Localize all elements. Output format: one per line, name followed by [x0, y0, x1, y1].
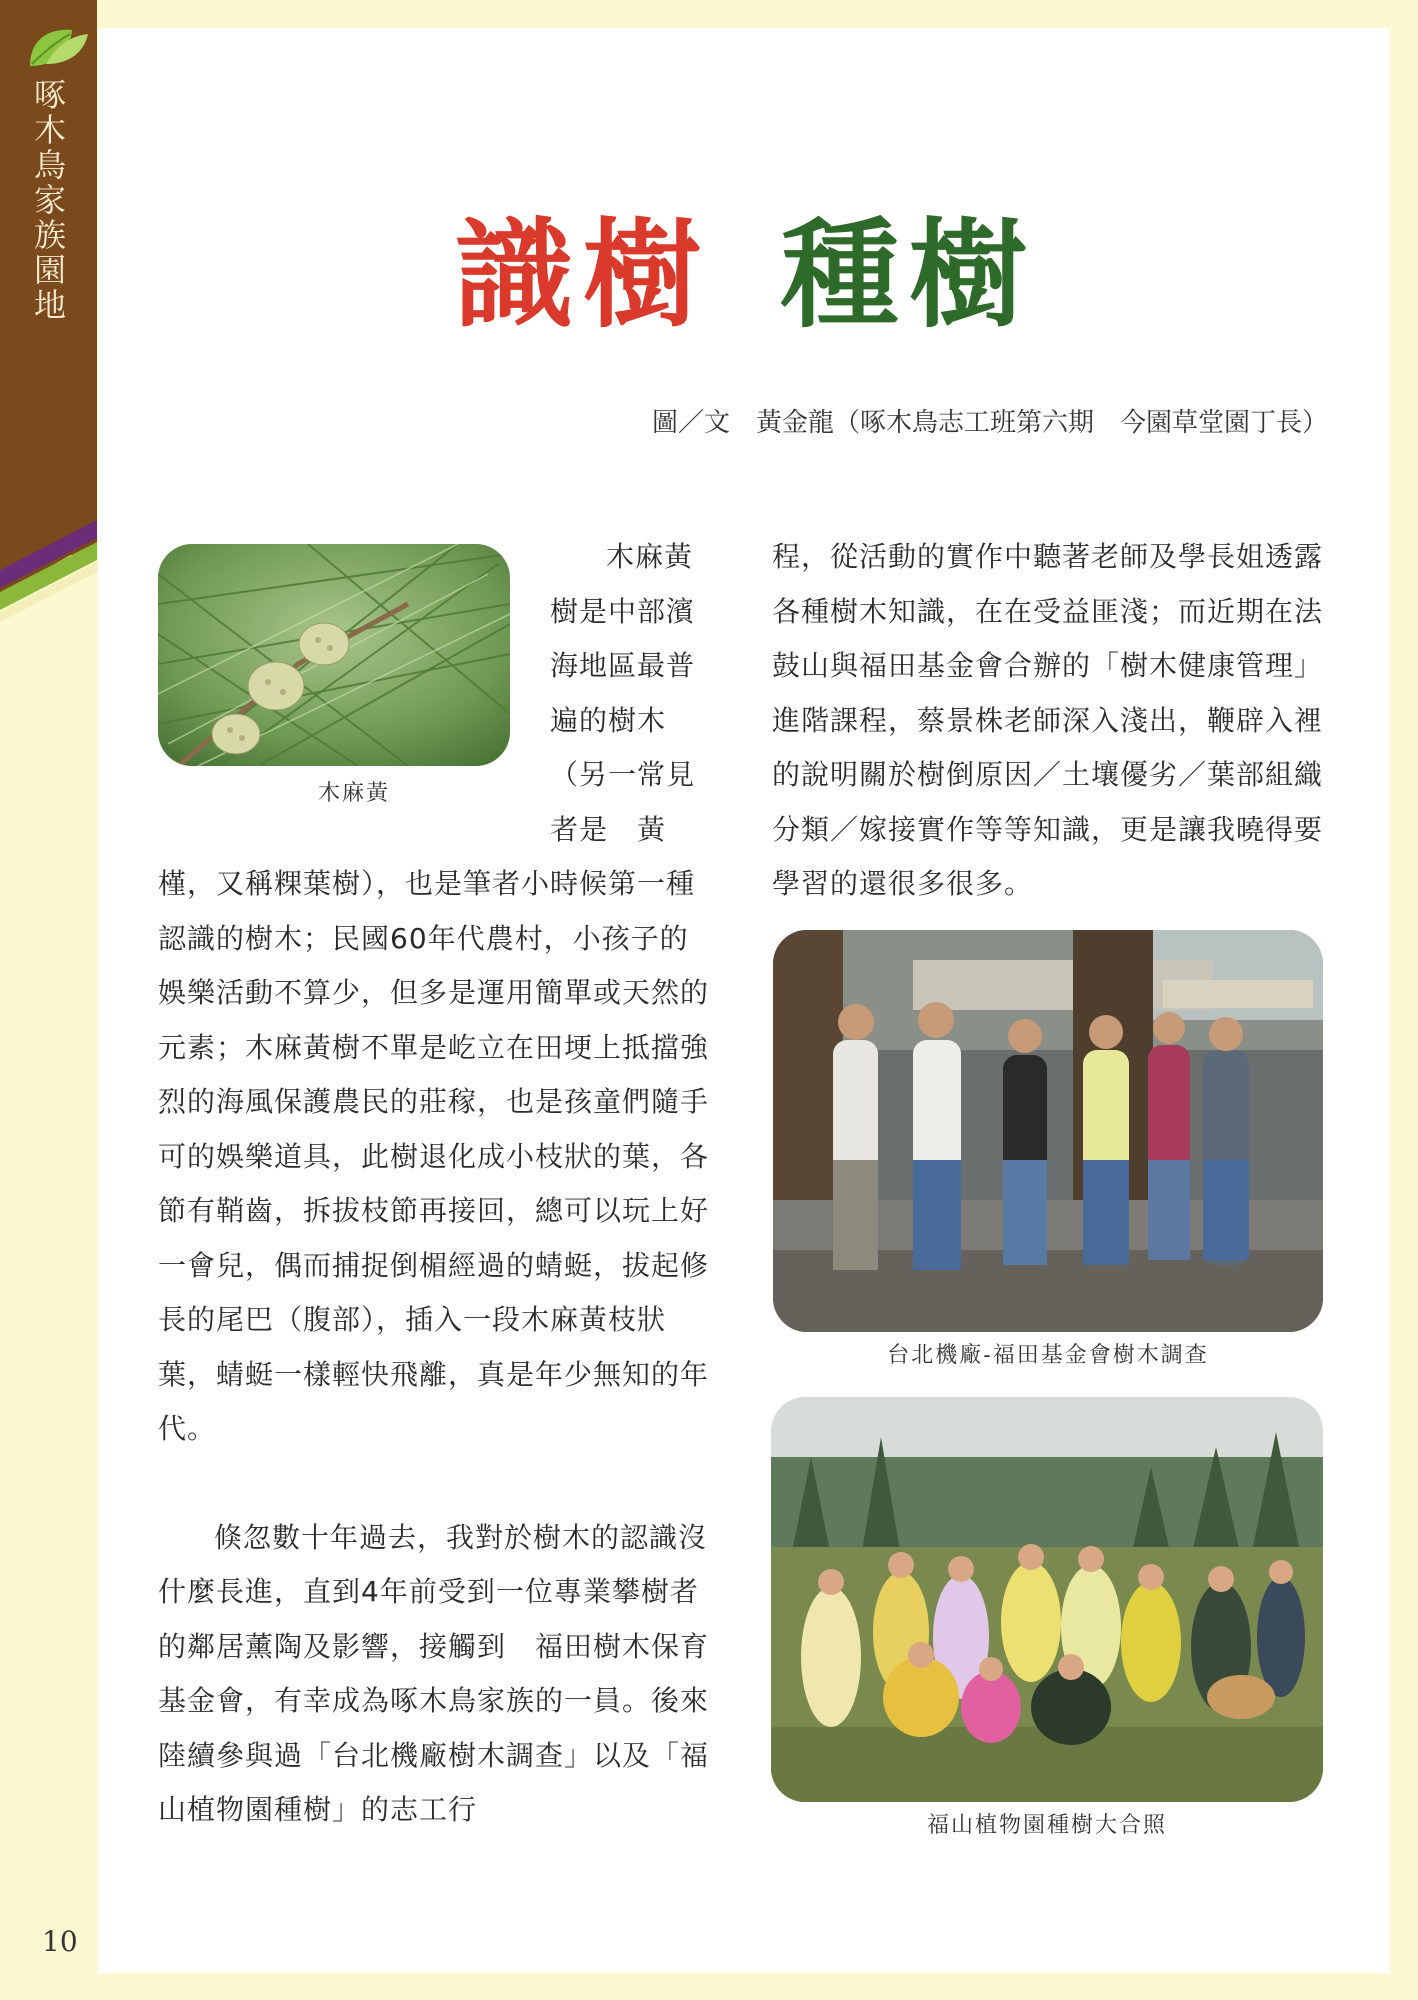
casuarina-image: [158, 544, 510, 766]
leaf-icon: [26, 22, 90, 70]
group-photo-planting: [771, 1397, 1323, 1802]
right-column: [772, 530, 1324, 912]
title-part-1: 識樹: [455, 205, 712, 344]
left-column: [158, 530, 710, 1838]
article-title: [455, 205, 1055, 344]
left-paragraph-2: 倏忽數十年過去，我對於樹木的認識沒什麼長進，直到4年前受到一位專業攀樹者的鄰居薰陶及影響，接觸到 福田樹木保育基金會，有幸成為啄木鳥家族的一員。後來陸續參與過「台北機廠樹木調查」以及「福山植物園種樹」的志工行: [158, 1520, 710, 1826]
section-sidebar: [0, 0, 97, 555]
page-number: 10: [42, 1925, 78, 1958]
tree-survey-photo: [773, 930, 1323, 1332]
left-paragraph-1: 木麻黃樹是中部濱海地區最普遍的樹木（另一常見者是 黃槿，又稱粿葉樹），也是筆者小時候第一種認識的樹木；民國60年代農村，小孩子的娛樂活動不算少，但多是運用簡單或天然的元素；木麻黃樹不單是屹立在田埂上抵擋強烈的海風保護農民的莊稼，也是孩童們隨手可的娛樂道具，此樹退化成小枝狀的葉，各節有鞘齒，拆拔枝節再接回，總可以玩上好一會兒，偶而捕捉倒楣經過的蜻蜓，拔起修長的尾巴（腹部），插入一段木麻黃枝狀葉，蜻蜓一樣輕快飛離，真是年少無知的年代。: [158, 540, 710, 1445]
tree-planting-photo: [771, 1397, 1323, 1802]
article-byline: 圖／文 黃金龍（啄木鳥志工班第六期 今園草堂園丁長）: [651, 408, 1328, 438]
section-title: 啄木鳥家族園地: [29, 78, 67, 323]
planting-caption: 福山植物園種樹大合照: [926, 1813, 1167, 1838]
decorative-stripes: [0, 500, 100, 670]
title-part-2: 種樹: [781, 205, 1038, 344]
casuarina-caption: 木麻黃: [317, 781, 390, 806]
right-paragraph-1: 程，從活動的實作中聽著老師及學長姐透露各種樹木知識，在在受益匪淺；而近期在法鼓山與福田基金會合辦的「樹木健康管理」進階課程，蔡景株老師深入淺出，鞭辟入裡的說明關於樹倒原因／土壤優劣／葉部組織分類／嫁接實作等等知識，更是讓我曉得要學習的還很多很多。: [772, 540, 1324, 900]
casuarina-photo: [158, 544, 510, 766]
group-photo-survey: [773, 930, 1323, 1332]
survey-caption: 台北機廠-福田基金會樹木調查: [887, 1343, 1209, 1368]
